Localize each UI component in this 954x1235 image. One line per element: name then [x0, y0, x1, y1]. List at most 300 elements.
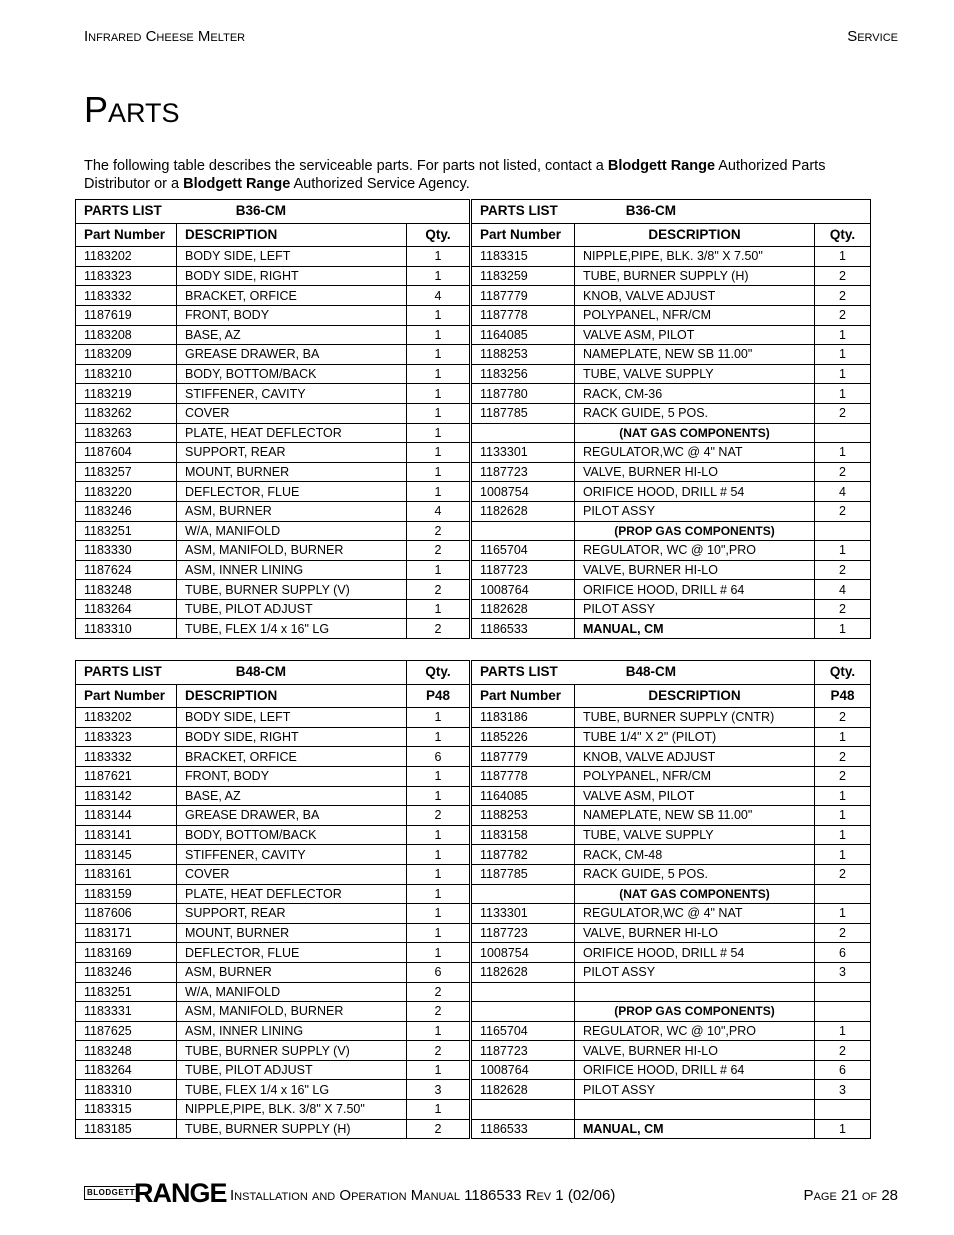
- part-description: RACK, CM-48: [575, 845, 815, 865]
- part-qty: 6: [407, 962, 470, 982]
- table-row: [76, 864, 871, 884]
- parts-list-label: PARTS LIST: [480, 203, 558, 219]
- part-number: 1182628: [472, 501, 575, 521]
- part-qty: [815, 423, 871, 443]
- part-qty: 1: [407, 766, 470, 786]
- part-number: 1183159: [76, 884, 177, 904]
- part-description: PILOT ASSY: [575, 962, 815, 982]
- part-number: 1183256: [472, 364, 575, 384]
- part-qty: 1: [815, 786, 871, 806]
- part-description: POLYPANEL, NFR/CM: [575, 766, 815, 786]
- section-heading: (NAT GAS COMPONENTS): [575, 884, 815, 904]
- part-qty: [815, 982, 871, 1002]
- part-number: 1183142: [76, 786, 177, 806]
- part-number: 1187619: [76, 305, 177, 325]
- model-label: B36-CM: [625, 203, 677, 219]
- part-description: STIFFENER, CAVITY: [177, 845, 407, 865]
- part-qty: 1: [407, 943, 470, 963]
- qty-title-right: Qty.: [815, 661, 871, 685]
- part-number: 1187621: [76, 766, 177, 786]
- part-qty: 2: [815, 923, 871, 943]
- part-description: REGULATOR, WC @ 10",PRO: [575, 541, 815, 561]
- part-number: 1183141: [76, 825, 177, 845]
- part-description: REGULATOR,WC @ 4" NAT: [575, 443, 815, 463]
- part-qty: 1: [407, 345, 470, 365]
- part-number: 1183323: [76, 727, 177, 747]
- part-qty: 2: [407, 541, 470, 561]
- part-number: 1183332: [76, 286, 177, 306]
- table-row: [76, 845, 871, 865]
- part-number: 1188253: [472, 806, 575, 826]
- table-row: [76, 1100, 871, 1120]
- col-header-qty: Qty.: [815, 223, 871, 247]
- table-row: [76, 364, 871, 384]
- table-row: [76, 806, 871, 826]
- part-qty: 1: [407, 845, 470, 865]
- part-qty: 2: [815, 1041, 871, 1061]
- part-description: TUBE, BURNER SUPPLY (V): [177, 580, 407, 600]
- part-qty: 1: [407, 786, 470, 806]
- part-number: 1183248: [76, 580, 177, 600]
- part-qty: 2: [815, 286, 871, 306]
- part-description: ASM, BURNER: [177, 501, 407, 521]
- part-qty: 2: [815, 462, 871, 482]
- part-qty: 2: [815, 708, 871, 728]
- part-description: FRONT, BODY: [177, 766, 407, 786]
- part-number: 1183264: [76, 1060, 177, 1080]
- part-description: STIFFENER, CAVITY: [177, 384, 407, 404]
- part-qty: 4: [407, 501, 470, 521]
- part-description: TUBE, BURNER SUPPLY (V): [177, 1041, 407, 1061]
- part-number: 1187779: [472, 747, 575, 767]
- table-row: [76, 825, 871, 845]
- part-qty: 1: [407, 364, 470, 384]
- part-description: VALVE, BURNER HI-LO: [575, 923, 815, 943]
- part-number: 1183315: [76, 1100, 177, 1120]
- part-number: 1187778: [472, 766, 575, 786]
- intro-text-1: The following table describes the serviceable parts. For parts not listed, contact a: [84, 158, 608, 174]
- part-description: TUBE, BURNER SUPPLY (CNTR): [575, 708, 815, 728]
- part-description: TUBE, VALVE SUPPLY: [575, 825, 815, 845]
- part-qty: 1: [407, 599, 470, 619]
- part-number: 1183310: [76, 1080, 177, 1100]
- section-heading: (PROP GAS COMPONENTS): [575, 521, 815, 541]
- part-number: 1183251: [76, 521, 177, 541]
- parts-list-title-right: [472, 200, 815, 224]
- part-description: DEFLECTOR, FLUE: [177, 943, 407, 963]
- part-number: 1133301: [472, 904, 575, 924]
- part-number: [472, 982, 575, 1002]
- part-description: TUBE, PILOT ADJUST: [177, 599, 407, 619]
- part-number: [472, 884, 575, 904]
- part-description: TUBE, PILOT ADJUST: [177, 1060, 407, 1080]
- part-number: 1183330: [76, 541, 177, 561]
- part-description: MOUNT, BURNER: [177, 462, 407, 482]
- intro-brand-1: Blodgett Range: [607, 158, 716, 174]
- part-description: VALVE, BURNER HI-LO: [575, 1041, 815, 1061]
- table-row: [76, 904, 871, 924]
- part-number: 1187625: [76, 1021, 177, 1041]
- part-description: REGULATOR, WC @ 10",PRO: [575, 1021, 815, 1041]
- intro-text-2: Authorized Parts Distributor or a: [84, 158, 826, 192]
- part-number: 1133301: [472, 443, 575, 463]
- col-header-description: DESCRIPTION: [177, 223, 407, 247]
- intro-paragraph: [84, 157, 894, 193]
- part-number: 1187779: [472, 286, 575, 306]
- part-number: 1188253: [472, 345, 575, 365]
- part-description: KNOB, VALVE ADJUST: [575, 747, 815, 767]
- part-description: TUBE, FLEX 1/4 x 16" LG: [177, 1080, 407, 1100]
- table-row: [76, 560, 871, 580]
- part-number: 1008754: [472, 482, 575, 502]
- part-qty: 2: [407, 1002, 470, 1022]
- part-qty: 1: [407, 247, 470, 267]
- part-description: TUBE, BURNER SUPPLY (H): [575, 266, 815, 286]
- part-number: 1187723: [472, 462, 575, 482]
- part-number: 1183219: [76, 384, 177, 404]
- qty-title-left: Qty.: [407, 661, 470, 685]
- part-qty: 1: [407, 305, 470, 325]
- part-qty: 6: [407, 747, 470, 767]
- table-row: [76, 962, 871, 982]
- title-spacer: [407, 200, 470, 224]
- part-qty: 1: [407, 403, 470, 423]
- part-qty: 1: [407, 560, 470, 580]
- part-description: VALVE, BURNER HI-LO: [575, 462, 815, 482]
- part-qty: 1: [815, 825, 871, 845]
- part-qty: 1: [815, 247, 871, 267]
- part-description: ASM, MANIFOLD, BURNER: [177, 541, 407, 561]
- part-description: [575, 982, 815, 1002]
- part-number: 1182628: [472, 599, 575, 619]
- part-description: SUPPORT, REAR: [177, 904, 407, 924]
- part-number: 1187785: [472, 864, 575, 884]
- part-qty: 2: [407, 982, 470, 1002]
- part-qty: 3: [815, 962, 871, 982]
- header-left-smallcaps: INFRARED CHEESE MELTER: [84, 28, 246, 45]
- part-qty: 1: [407, 904, 470, 924]
- table-row: [76, 521, 871, 541]
- table-row: [76, 482, 871, 502]
- column-header-row: [76, 223, 871, 247]
- part-number: 1164085: [472, 786, 575, 806]
- part-description: NIPPLE,PIPE, BLK. 3/8" X 7.50": [575, 247, 815, 267]
- part-description: ASM, INNER LINING: [177, 560, 407, 580]
- part-number: 1187723: [472, 560, 575, 580]
- col-header-qty: P48: [815, 684, 871, 708]
- table-row: [76, 923, 871, 943]
- intro-brand-2: Blodgett Range: [183, 176, 291, 192]
- part-number: 1183220: [76, 482, 177, 502]
- col-header-part-number: Part Number: [472, 684, 575, 708]
- part-qty: 2: [407, 521, 470, 541]
- part-number: 1185226: [472, 727, 575, 747]
- table-row: [76, 580, 871, 600]
- part-number: 1183161: [76, 864, 177, 884]
- part-qty: 1: [815, 541, 871, 561]
- part-qty: 2: [407, 1119, 470, 1139]
- part-number: 1187723: [472, 923, 575, 943]
- part-number: 1165704: [472, 541, 575, 561]
- page-title: [84, 89, 180, 130]
- table-row: [76, 325, 871, 345]
- parts-list-label: PARTS LIST: [480, 664, 558, 680]
- parts-list-title-row: [76, 200, 871, 224]
- part-number: 1183171: [76, 923, 177, 943]
- part-description: RACK, CM-36: [575, 384, 815, 404]
- table-row: [76, 1060, 871, 1080]
- part-description: DEFLECTOR, FLUE: [177, 482, 407, 502]
- part-description: RACK GUIDE, 5 POS.: [575, 403, 815, 423]
- part-number: 1183246: [76, 962, 177, 982]
- part-number: 1182628: [472, 1080, 575, 1100]
- part-number: 1187778: [472, 305, 575, 325]
- table-row: [76, 619, 871, 639]
- part-qty: 1: [815, 443, 871, 463]
- part-description: ASM, MANIFOLD, BURNER: [177, 1002, 407, 1022]
- part-description: COVER: [177, 403, 407, 423]
- part-number: 1183315: [472, 247, 575, 267]
- part-description: PILOT ASSY: [575, 1080, 815, 1100]
- part-qty: 1: [407, 1021, 470, 1041]
- part-description: GREASE DRAWER, BA: [177, 345, 407, 365]
- table-row: [76, 599, 871, 619]
- part-qty: [815, 1100, 871, 1120]
- col-header-description: DESCRIPTION: [575, 223, 815, 247]
- part-qty: 1: [407, 825, 470, 845]
- part-description: BODY, BOTTOM/BACK: [177, 364, 407, 384]
- part-number: 1183145: [76, 845, 177, 865]
- part-qty: [815, 884, 871, 904]
- col-header-part-number: Part Number: [76, 223, 177, 247]
- col-header-description: DESCRIPTION: [575, 684, 815, 708]
- table-row: [76, 766, 871, 786]
- part-qty: 4: [815, 482, 871, 502]
- part-number: 1187780: [472, 384, 575, 404]
- part-qty: 1: [407, 884, 470, 904]
- part-qty: 3: [407, 1080, 470, 1100]
- part-qty: 1: [815, 619, 871, 639]
- part-qty: 2: [407, 1041, 470, 1061]
- table-row: [76, 1021, 871, 1041]
- running-header-left: [84, 28, 245, 45]
- part-number: 1165704: [472, 1021, 575, 1041]
- part-number: 1183262: [76, 403, 177, 423]
- part-number: 1183251: [76, 982, 177, 1002]
- part-description: COVER: [177, 864, 407, 884]
- section-heading: (NAT GAS COMPONENTS): [575, 423, 815, 443]
- part-description: NIPPLE,PIPE, BLK. 3/8" X 7.50": [177, 1100, 407, 1120]
- part-qty: 1: [407, 443, 470, 463]
- part-number: [472, 1100, 575, 1120]
- part-description: TUBE, FLEX 1/4 x 16" LG: [177, 619, 407, 639]
- part-number: 1183202: [76, 247, 177, 267]
- part-description: NAMEPLATE, NEW SB 11.00": [575, 345, 815, 365]
- part-qty: [815, 521, 871, 541]
- model-label: B36-CM: [235, 203, 287, 219]
- part-qty: 4: [815, 580, 871, 600]
- part-number: 1183323: [76, 266, 177, 286]
- part-qty: 1: [815, 806, 871, 826]
- table-row: [76, 943, 871, 963]
- part-description: MANUAL, CM: [575, 619, 815, 639]
- table-row: [76, 443, 871, 463]
- part-description: W/A, MANIFOLD: [177, 982, 407, 1002]
- parts-table-b36: [75, 199, 871, 639]
- part-description: ORIFICE HOOD, DRILL # 64: [575, 1060, 815, 1080]
- part-description: VALVE ASM, PILOT: [575, 786, 815, 806]
- part-number: 1186533: [472, 1119, 575, 1139]
- part-description: ORIFICE HOOD, DRILL # 54: [575, 943, 815, 963]
- part-description: ASM, BURNER: [177, 962, 407, 982]
- part-qty: 1: [407, 462, 470, 482]
- part-description: TUBE, BURNER SUPPLY (H): [177, 1119, 407, 1139]
- part-number: 1183264: [76, 599, 177, 619]
- part-number: 1183144: [76, 806, 177, 826]
- part-qty: 3: [815, 1080, 871, 1100]
- part-qty: 2: [407, 580, 470, 600]
- table-row: [76, 727, 871, 747]
- part-description: VALVE ASM, PILOT: [575, 325, 815, 345]
- part-qty: 1: [407, 864, 470, 884]
- part-number: 1183208: [76, 325, 177, 345]
- col-header-part-number: Part Number: [76, 684, 177, 708]
- logo-blodgett-box: BLODGETT: [84, 1186, 138, 1200]
- header-right-smallcaps: SERVICE: [847, 28, 898, 45]
- page-footer: [84, 1178, 898, 1208]
- part-description: RACK GUIDE, 5 POS.: [575, 864, 815, 884]
- part-description: FRONT, BODY: [177, 305, 407, 325]
- col-header-description: DESCRIPTION: [177, 684, 407, 708]
- part-description: BRACKET, ORFICE: [177, 747, 407, 767]
- footer-page-number: [804, 1187, 898, 1204]
- part-description: BASE, AZ: [177, 325, 407, 345]
- part-description: BODY SIDE, LEFT: [177, 708, 407, 728]
- part-number: 1008754: [472, 943, 575, 963]
- table-row: [76, 462, 871, 482]
- part-number: 1187785: [472, 403, 575, 423]
- part-qty: 1: [815, 325, 871, 345]
- table-row: [76, 501, 871, 521]
- part-description: BODY SIDE, RIGHT: [177, 266, 407, 286]
- col-header-part-number: Part Number: [472, 223, 575, 247]
- part-description: PILOT ASSY: [575, 599, 815, 619]
- part-qty: 1: [815, 1021, 871, 1041]
- part-qty: 1: [815, 845, 871, 865]
- table-row: [76, 266, 871, 286]
- part-number: [472, 521, 575, 541]
- part-qty: 2: [815, 560, 871, 580]
- part-description: REGULATOR,WC @ 4" NAT: [575, 904, 815, 924]
- part-description: ASM, INNER LINING: [177, 1021, 407, 1041]
- table-row: [76, 747, 871, 767]
- part-qty: 1: [407, 266, 470, 286]
- part-number: 1183210: [76, 364, 177, 384]
- logo-range-word: RANGE: [134, 1178, 227, 1208]
- part-description: BASE, AZ: [177, 786, 407, 806]
- part-number: 1187624: [76, 560, 177, 580]
- part-qty: 1: [815, 384, 871, 404]
- part-number: 1187723: [472, 1041, 575, 1061]
- part-number: 1183158: [472, 825, 575, 845]
- parts-list-title-left: [76, 200, 407, 224]
- table-row: [76, 286, 871, 306]
- part-number: 1183186: [472, 708, 575, 728]
- page-title-smallcaps: PARTS: [84, 89, 180, 130]
- part-description: [575, 1100, 815, 1120]
- part-description: MOUNT, BURNER: [177, 923, 407, 943]
- part-description: ORIFICE HOOD, DRILL # 64: [575, 580, 815, 600]
- part-qty: 1: [407, 708, 470, 728]
- part-number: 1183246: [76, 501, 177, 521]
- part-number: 1183202: [76, 708, 177, 728]
- footer-page-smallcaps: PAGE 21 OF 28: [803, 1187, 898, 1204]
- part-description: VALVE, BURNER HI-LO: [575, 560, 815, 580]
- part-qty: 6: [815, 1060, 871, 1080]
- part-number: 1183169: [76, 943, 177, 963]
- part-qty: 2: [407, 619, 470, 639]
- part-number: 1182628: [472, 962, 575, 982]
- part-qty: 2: [815, 599, 871, 619]
- part-qty: 2: [815, 864, 871, 884]
- part-qty: 2: [815, 403, 871, 423]
- section-heading: (PROP GAS COMPONENTS): [575, 1002, 815, 1022]
- parts-table-b48: [75, 660, 871, 1139]
- running-header-right: [847, 28, 898, 45]
- part-qty: 2: [815, 266, 871, 286]
- column-header-row: [76, 684, 871, 708]
- part-number: 1183185: [76, 1119, 177, 1139]
- part-qty: 1: [407, 923, 470, 943]
- part-qty: 1: [407, 423, 470, 443]
- parts-list-title-right: [472, 661, 815, 685]
- part-description: POLYPANEL, NFR/CM: [575, 305, 815, 325]
- part-number: 1183331: [76, 1002, 177, 1022]
- part-description: BODY SIDE, RIGHT: [177, 727, 407, 747]
- table-row: [76, 1080, 871, 1100]
- table-row: [76, 786, 871, 806]
- part-number: 1164085: [472, 325, 575, 345]
- part-description: NAMEPLATE, NEW SB 11.00": [575, 806, 815, 826]
- table-row: [76, 423, 871, 443]
- part-description: W/A, MANIFOLD: [177, 521, 407, 541]
- part-description: ORIFICE HOOD, DRILL # 54: [575, 482, 815, 502]
- table-row: [76, 305, 871, 325]
- part-description: BRACKET, ORFICE: [177, 286, 407, 306]
- table-row: [76, 247, 871, 267]
- model-label: B48-CM: [625, 664, 677, 680]
- part-number: 1183310: [76, 619, 177, 639]
- table-row: [76, 1041, 871, 1061]
- part-qty: 2: [815, 501, 871, 521]
- parts-list-title-left: [76, 661, 407, 685]
- part-number: 1183332: [76, 747, 177, 767]
- part-number: 1183259: [472, 266, 575, 286]
- part-number: 1187606: [76, 904, 177, 924]
- part-qty: 1: [407, 384, 470, 404]
- part-qty: 1: [815, 904, 871, 924]
- table-row: [76, 708, 871, 728]
- footer-manual-smallcaps: INSTALLATION AND OPERATION MANUAL 1186533 REV 1 (02/06): [230, 1187, 616, 1204]
- table-row: [76, 403, 871, 423]
- part-description: BODY, BOTTOM/BACK: [177, 825, 407, 845]
- part-qty: 1: [815, 1119, 871, 1139]
- part-description: KNOB, VALVE ADJUST: [575, 286, 815, 306]
- part-qty: 1: [815, 345, 871, 365]
- part-qty: 1: [815, 727, 871, 747]
- title-spacer: [815, 200, 871, 224]
- part-description: SUPPORT, REAR: [177, 443, 407, 463]
